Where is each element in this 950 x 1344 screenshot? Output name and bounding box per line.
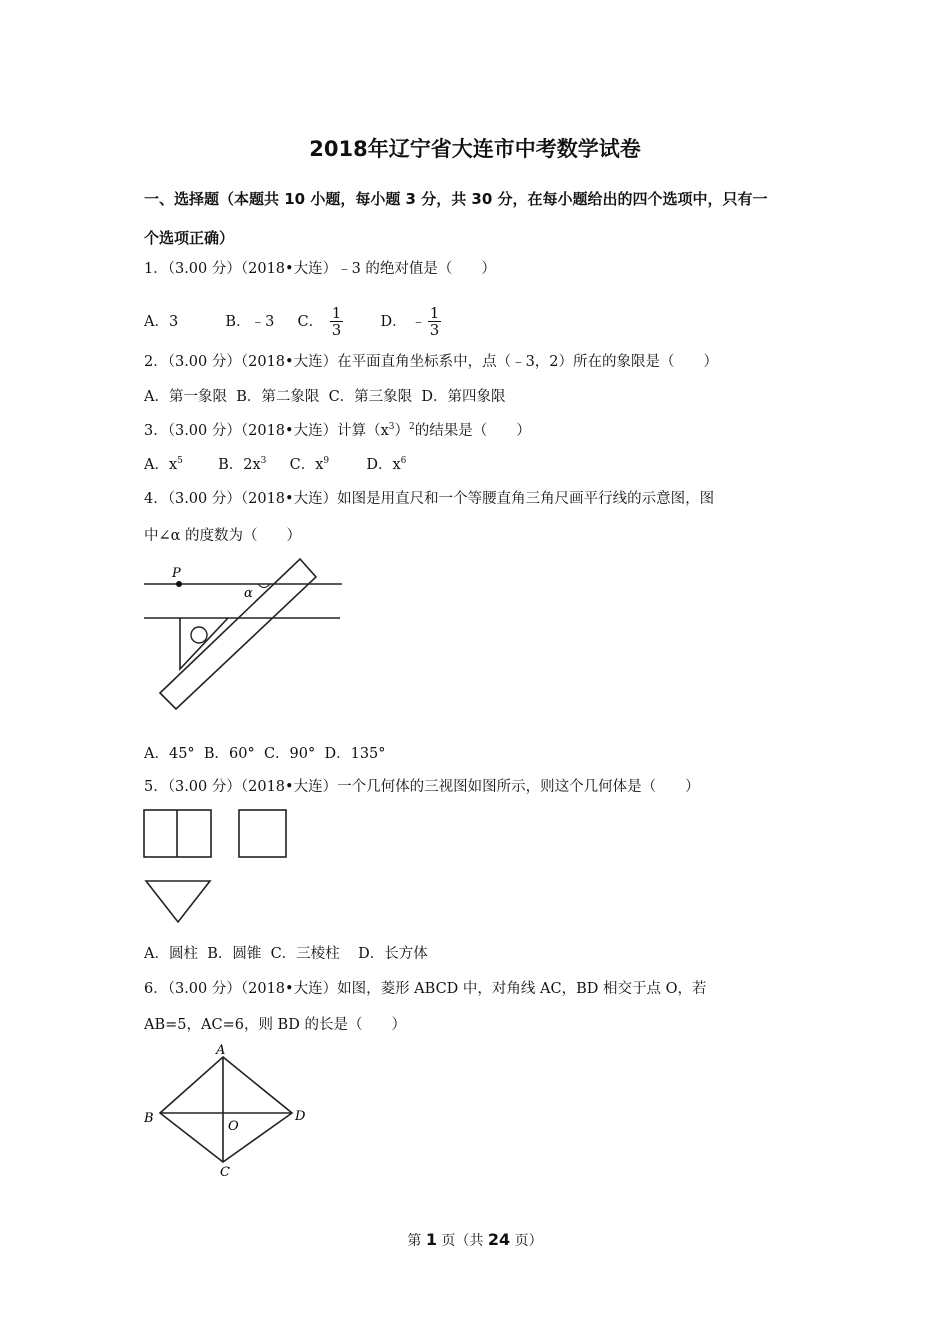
q4-ruler-triangle-figure bbox=[140, 555, 350, 715]
q5-top-view bbox=[146, 881, 210, 922]
q3-stem-mid: ） bbox=[394, 423, 409, 439]
q1-c-numerator: 1 bbox=[331, 304, 342, 322]
q6-label-c: C bbox=[220, 1165, 230, 1180]
q5-stem: 5．（3.00 分）（2018•大连）一个几何体的三视图如图所示，则这个几何体是（ ） bbox=[144, 779, 700, 795]
q4-ruler bbox=[160, 559, 316, 709]
q4-stem-line1: 4．（3.00 分）（2018•大连）如图是用直尺和一个等腰直角三角尺画平行线的示意图，图 bbox=[144, 491, 715, 507]
q4-stem-line2: 中∠α 的度数为（ ） bbox=[144, 528, 302, 544]
q3-option-d: D．$x^6$ bbox=[366, 456, 407, 473]
q4-set-square bbox=[180, 618, 228, 669]
q6-label-a: A bbox=[216, 1043, 226, 1058]
q5-options: A．圆柱 B．圆锥 C．三棱柱 D．长方体 bbox=[144, 946, 428, 962]
q1-option-a: A．3 bbox=[144, 313, 179, 330]
q1-option-d-prefix: D． bbox=[380, 313, 407, 330]
footer-prefix: 第 bbox=[407, 1233, 426, 1249]
q3-options bbox=[144, 455, 406, 475]
q3-stem-suffix: 的结果是（ ） bbox=[414, 423, 531, 439]
q3-stem-exp: 3 bbox=[388, 422, 395, 433]
q4-label-p: P bbox=[172, 566, 181, 581]
q2-options: A．第一象限 B．第二象限 C．第三象限 D．第四象限 bbox=[144, 389, 506, 405]
q1-d-denominator: 3 bbox=[429, 321, 440, 339]
q4-options: A．45° B．60° C．90° D．135° bbox=[144, 746, 386, 762]
footer-mid: 页（共 bbox=[436, 1233, 488, 1249]
q6-rhombus bbox=[160, 1057, 292, 1162]
q4-point-p bbox=[176, 581, 182, 587]
footer-page-number: 1 bbox=[425, 1230, 437, 1249]
q2-stem: 2．（3.00 分）（2018•大连）在平面直角坐标系中，点（﹣3，2）所在的象限是（ ） bbox=[144, 354, 719, 370]
q3-stem-prefix: 3．（3.00 分）（2018•大连）计算（x bbox=[144, 423, 389, 439]
q3-stem bbox=[144, 421, 531, 441]
q3-stem-exp2: 2 bbox=[409, 422, 415, 433]
q3-option-a: A．$x^5$ bbox=[144, 456, 183, 473]
q4-set-square-hole bbox=[191, 627, 207, 643]
q1-option-b: B．﹣3 bbox=[225, 313, 275, 330]
q6-label-b: B bbox=[144, 1111, 154, 1126]
q1-option-c-fraction bbox=[330, 305, 344, 338]
q1-option-d-fraction bbox=[428, 305, 442, 338]
q1-c-denominator: 3 bbox=[331, 321, 342, 339]
q1-stem: 1．（3.00 分）（2018•大连）﹣3 的绝对值是（ ） bbox=[144, 261, 496, 277]
q6-stem-line2: AB=5，AC=6，则 BD 的长是（ ） bbox=[144, 1017, 406, 1033]
q6-label-o: O bbox=[228, 1119, 239, 1134]
q3-option-c: C．$x^9$ bbox=[289, 456, 330, 473]
footer-total-pages: 24 bbox=[487, 1230, 511, 1249]
q4-label-alpha: α bbox=[244, 586, 253, 601]
q6-rhombus-figure bbox=[140, 1042, 320, 1182]
q5-side-view bbox=[239, 810, 286, 857]
page-footer bbox=[0, 1230, 950, 1250]
q6-label-d: D bbox=[295, 1109, 306, 1124]
q6-stem-line1: 6．（3.00 分）（2018•大连）如图，菱形 ABCD 中，对角线 AC，BD 相交于点 O，若 bbox=[144, 981, 707, 997]
page-title: 2018年辽宁省大连市中考数学试卷 bbox=[309, 137, 641, 161]
q5-three-views-figure bbox=[140, 806, 300, 930]
q1-d-numerator: 1 bbox=[429, 304, 440, 322]
section-heading-line2: 个选项正确） bbox=[144, 229, 235, 247]
q1-option-c-prefix: C． bbox=[297, 313, 324, 330]
q3-option-b: B．$2x^3$ bbox=[218, 456, 267, 473]
section-heading-line1: 一、选择题（本题共 10 小题，每小题 3 分，共 30 分，在每小题给出的四个选项中，只有一 bbox=[144, 190, 768, 208]
q1-d-sign: ﹣ bbox=[411, 313, 426, 330]
q1-options bbox=[144, 305, 443, 338]
footer-suffix: 页） bbox=[510, 1233, 543, 1249]
